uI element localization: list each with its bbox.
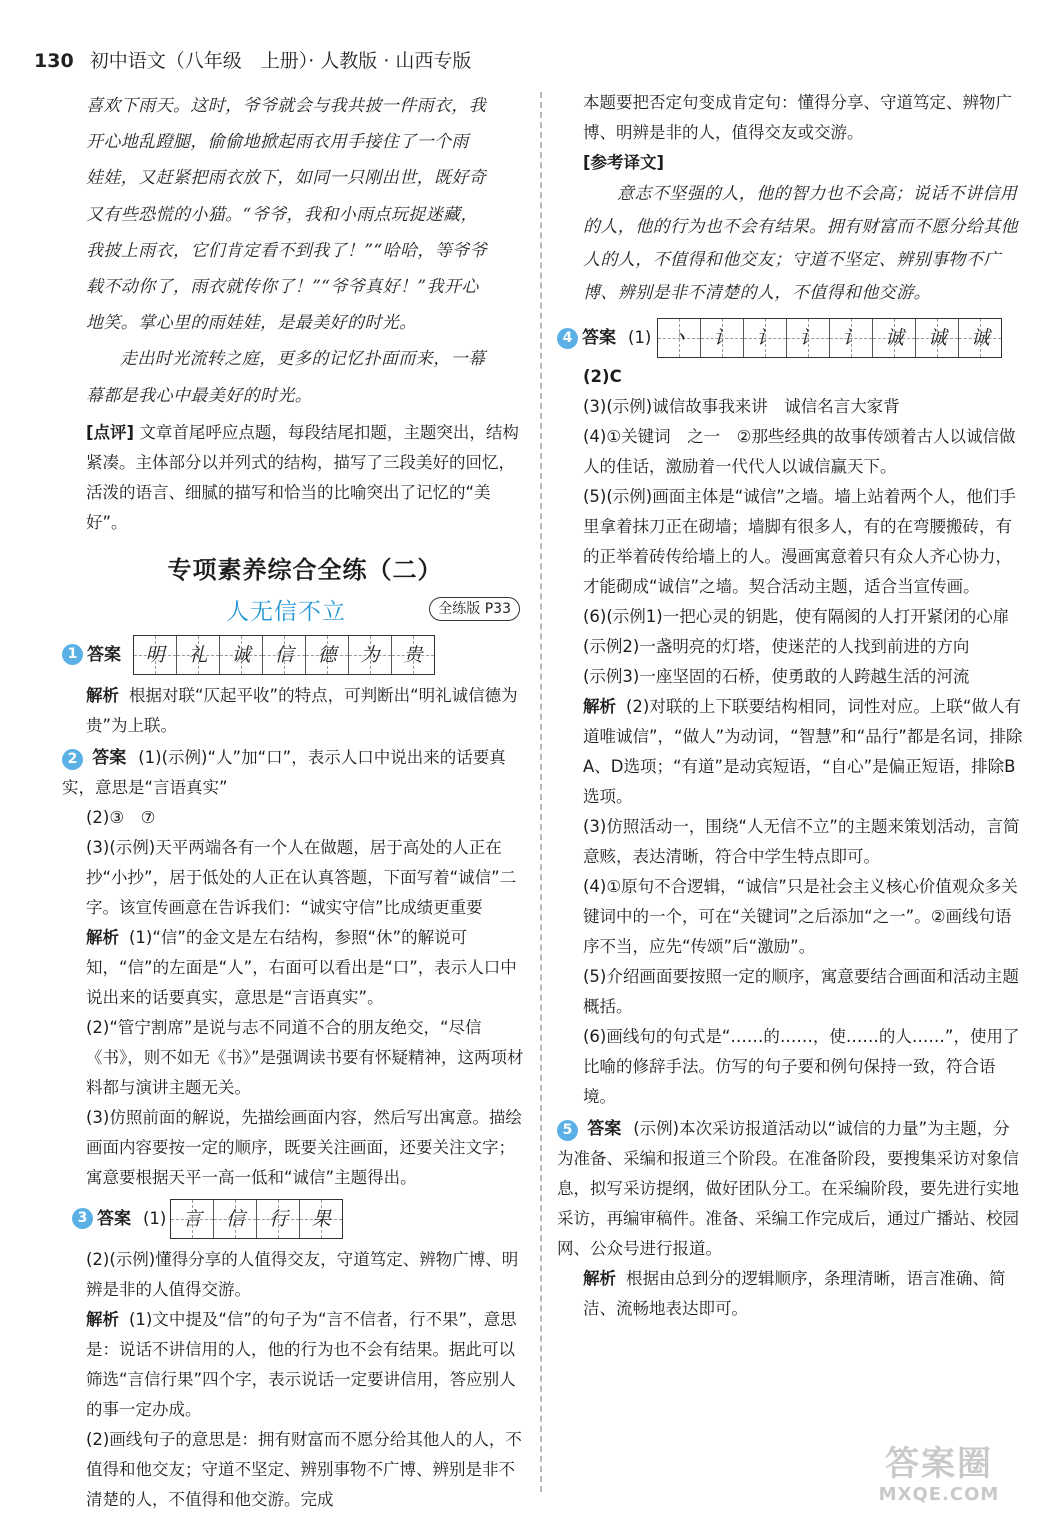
analysis-text: 根据由总到分的逻辑顺序，条理清晰，语言准确、简洁、流畅地表达即可。	[583, 1269, 1006, 1318]
question-3	[72, 1199, 524, 1515]
grid-cell: 诚	[220, 636, 263, 674]
analysis-text: (3)仿照活动一，围绕“人无信不立”的主题来策划活动，言简意赅，表达清晰，符合中学生特点即可。	[583, 817, 1020, 866]
answer-body	[86, 803, 524, 1193]
question-number: 2	[62, 749, 83, 770]
essay-line: 开心地乱蹬腿，偷偷地掀起雨衣用手接住了一个雨	[86, 132, 469, 153]
analysis-label: 解析	[86, 927, 119, 947]
answer-head	[62, 635, 524, 675]
grid-cell: 讠	[744, 319, 787, 357]
question-number: 1	[62, 644, 83, 665]
essay-body	[86, 88, 524, 414]
watermark-logo: 答案圈	[885, 1444, 993, 1484]
question-1	[62, 635, 524, 741]
grid-cell: 诚	[873, 319, 916, 357]
answer-line	[62, 743, 524, 803]
essay-line: 又有些恐慌的小猫。“爷爷，我和小雨点玩捉迷藏，	[86, 204, 478, 225]
writing-grid	[133, 635, 435, 675]
part-label: (1)	[628, 328, 652, 347]
analysis-text: (1)“信”的金文是左右结构，参照“休”的解说可知，“信”的左面是“人”，右面可以看出是“口”，表示人口中说出来的话要真实，意思是“言语真实”。	[86, 927, 517, 1007]
analysis-label: 解析	[86, 1309, 119, 1329]
analysis	[583, 1264, 1023, 1324]
essay-line: 娃娃，又赶紧把雨衣放下，如同一只刚出世，既好奇	[86, 168, 487, 189]
grid-cell: 果	[300, 1200, 342, 1238]
analysis	[583, 692, 1023, 812]
answer-text: (2)(示例)懂得分享的人值得交友，守道笃定、辨物广博、明辨是非的人值得交游。	[86, 1249, 519, 1299]
answer-body	[583, 362, 1023, 1112]
essay-line: 载不动你了，雨衣就传你了！”“爷爷真好！”我开心	[86, 277, 479, 298]
grid-cell: 为	[349, 636, 392, 674]
grid-cell: 礼	[177, 636, 220, 674]
writing-grid	[170, 1199, 343, 1239]
answer-label: 答案	[92, 747, 127, 768]
essay-line: 走出时光流转之庭，更多的记忆扑面而来，一幕	[120, 349, 486, 370]
comment-text: 文章首尾呼应点题，每段结尾扣题，主题突出，结构紧凑。主体部分以并列式的结构，描写了三段美好的回忆，活泼的语言、细腻的描写和恰当的比喻突出了记忆的“美好”。	[86, 422, 519, 532]
subsection-ref: 全练版 P33	[429, 597, 520, 621]
question-number: 3	[72, 1208, 93, 1229]
analysis	[86, 923, 524, 1013]
question-2	[62, 743, 524, 1193]
grid-cell: 行	[257, 1200, 300, 1238]
grid-cell: 信	[263, 636, 306, 674]
essay-line: 地笑。掌心里的雨娃娃，是最美好的时光。	[86, 313, 417, 334]
question-number: 4	[557, 328, 578, 349]
watermark	[859, 1444, 1019, 1514]
grid-cell: 德	[306, 636, 349, 674]
answer-text: (1)(示例)“人”加“口”，表示人口中说出来的话要真实，意思是“言语真实”	[62, 747, 506, 797]
answer-text: (5)(示例)画面主体是“诚信”之墙。墙上站着两个人，他们手里拿着抹刀正在砌墙；墙脚有很多人，有的在弯腰搬砖，有的正举着砖传给墙上的人。漫画寓意着只有众人齐心协力，才能砌成“诚信”之墙。契合活动主题，适合当宣传画。	[583, 487, 1016, 596]
essay-line: 我披上雨衣，它们肯定看不到我了！”“哈哈，等爷爷	[86, 240, 487, 261]
answer-text: (示例3)一座坚固的石桥，使勇敢的人跨越生活的河流	[583, 667, 970, 686]
question-number: 5	[557, 1120, 578, 1141]
part-label: (1)	[143, 1208, 167, 1228]
page-number: 130	[34, 50, 74, 72]
writing-grid	[657, 318, 1002, 358]
reference-translation: 意志不坚强的人，他的智力也不会高；说话不讲信用的人，他的行为也不会有结果。拥有财富而不愿分给其他人的人，不值得和他交友；守道不坚定、辨别事物不广博、辨别是非不清楚的人，不值得和他交游。	[583, 184, 1018, 303]
answer-body	[86, 1245, 524, 1515]
watermark-url: MXQE.COM	[878, 1484, 1000, 1505]
grid-cell: 贵	[392, 636, 434, 674]
answer-head	[557, 318, 1023, 358]
grid-cell: 言	[171, 1200, 214, 1238]
right-column	[557, 88, 1023, 1324]
grid-cell: 讠	[701, 319, 744, 357]
analysis-text: (2)对联的上下联要结构相同，词性对应。上联“做人有道唯诚信”，“做人”为动词，“智慧”和“品行”都是名词，排除A、D选项；“有道”是动宾短语，“自心”是偏正短语，排除B选项。	[583, 697, 1023, 806]
analysis-text: (3)仿照前面的解说，先描绘画面内容，然后写出寓意。描绘画面内容要按一定的顺序，既要关注画面，还要关注文字；寓意要根据天平一高一低和“诚信”主题得出。	[86, 1107, 522, 1187]
analysis-text: (2)“管宁割席”是说与志不同道不合的朋友绝交，“尽信《书》，则不如无《书》”是强调读书要有怀疑精神，这两项材料都与演讲主题无关。	[86, 1017, 524, 1097]
answer-label: 答案	[87, 644, 121, 665]
answer-label: 答案	[582, 328, 616, 348]
continued-text: 本题要把否定句变成肯定句：懂得分享、守道笃定、辨物广博、明辨是非的人，值得交友或交游。	[583, 93, 1012, 142]
grid-cell: 信	[214, 1200, 257, 1238]
answer-line	[557, 1114, 1023, 1264]
question-4	[557, 318, 1023, 1112]
answer-text: (示例2)一盏明亮的灯塔，使迷茫的人找到前进的方向	[583, 637, 970, 656]
answer-text: (3)(示例)诚信故事我来讲 诚信名言大家背	[583, 397, 900, 416]
grid-cell: 丶	[658, 319, 701, 357]
analysis-text: 根据对联“仄起平收”的特点，可判断出“明礼诚信德为贵”为上联。	[86, 685, 518, 735]
analysis-text: (6)画线句的句式是“……的……，使……的人……”，使用了比喻的修辞手法。仿写的句子要和例句保持一致，符合语境。	[583, 1027, 1020, 1106]
column-divider	[540, 92, 542, 1492]
answer-text: (6)(示例1)一把心灵的钥匙，使有隔阂的人打开紧闭的心扉	[583, 607, 1010, 626]
grid-cell: 讠	[830, 319, 873, 357]
book-title: 初中语文（八年级 上册）· 人教版 · 山西专版	[89, 50, 472, 72]
answer-label: 答案	[587, 1119, 622, 1139]
grid-cell: 诚	[959, 319, 1001, 357]
page-header	[34, 46, 1009, 76]
subsection-title: 人无信不立	[226, 598, 346, 625]
answer-text: (示例)本次采访报道活动以“诚信的力量”为主题，分为准备、采编和报道三个阶段。在准备阶段，要搜集采访对象信息，拟写采访提纲，做好团队分工。在采编阶段，要先进行实地采访，再编审稿件。准备、采编工作完成后，通过广播站、校园网、公众号进行报道。	[557, 1119, 1019, 1258]
subsection-row	[86, 591, 524, 631]
reference-tag: [参考译文]	[583, 153, 665, 172]
answer-head	[72, 1199, 524, 1239]
analysis-text: (2)画线句子的意思是：拥有财富而不愿分给其他人的人，不值得和他交友；守道不坚定、辨别事物不广博、辨别是非不清楚的人，不值得和他交游。完成	[86, 1429, 522, 1509]
analysis	[86, 681, 524, 741]
answer-text: (4)①关键词 之一 ②那些经典的故事传颂着古人以诚信做人的佳话，激励着一代代人以诚信赢天下。	[583, 427, 1016, 476]
grid-cell: 明	[134, 636, 177, 674]
comment-tag: [点评]	[86, 422, 135, 442]
analysis-label: 解析	[583, 1269, 616, 1288]
essay-line: 喜欢下雨天。这时，爷爷就会与我共披一件雨衣，我	[86, 96, 487, 116]
answer-text: (3)(示例)天平两端各有一个人在做题，居于高处的人正在抄“小抄”，居于低处的人正在认真答题，下面写着“诚信”二字。该宣传画意在告诉我们：“诚实守信”比成绩更重要	[86, 837, 517, 917]
left-column	[62, 88, 524, 1515]
comment-block	[86, 418, 524, 538]
answer-label: 答案	[97, 1208, 131, 1229]
section-title: 专项素养综合全练（二）	[167, 555, 443, 584]
analysis-text: (5)介绍画面要按照一定的顺序，寓意要结合画面和活动主题概括。	[583, 967, 1019, 1016]
grid-cell: 诚	[916, 319, 959, 357]
analysis-text: (1)文中提及“信”的句子为“言不信者，行不果”，意思是：说话不讲信用的人，他的行为也不会有结果。据此可以筛选“言信行果”四个字，表示说话一定要讲信用，答应别人的事一定办成。	[86, 1309, 517, 1419]
answer-text: (2)C	[583, 367, 622, 386]
analysis-text: (4)①原句不合逻辑，“诚信”只是社会主义核心价值观众多关键词中的一个，可在“关键词”之后添加“之一”。②画线句语序不当，应先“传颂”后“激励”。	[583, 877, 1018, 956]
analysis	[86, 1305, 524, 1425]
answer-text: (2)③ ⑦	[86, 807, 156, 827]
grid-cell: 讠	[787, 319, 830, 357]
question-5	[557, 1114, 1023, 1324]
analysis-label: 解析	[86, 685, 119, 705]
essay-line: 幕都是我心中最美好的时光。	[86, 385, 313, 406]
analysis-label: 解析	[583, 697, 616, 716]
